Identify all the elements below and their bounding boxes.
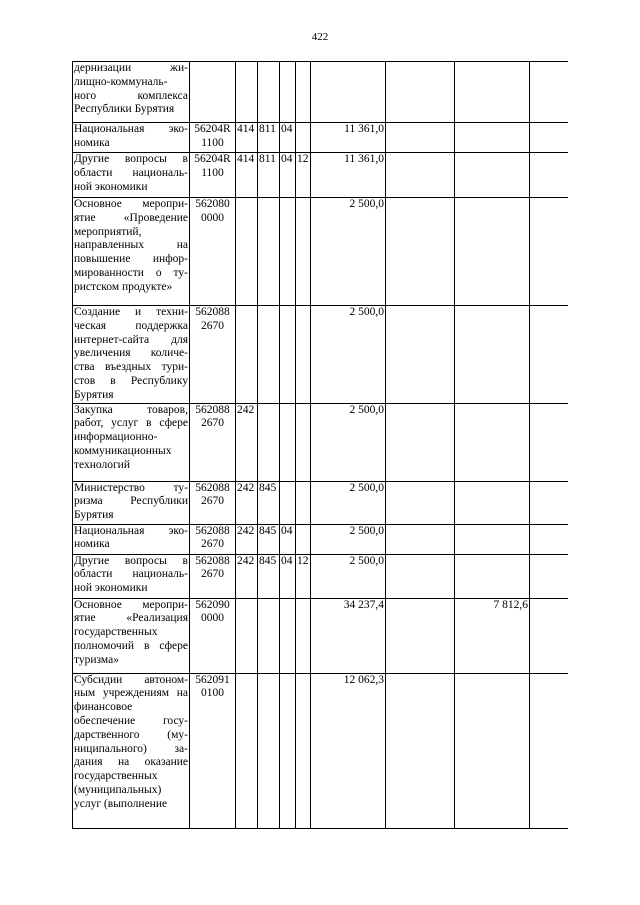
amount-column-3 — [455, 198, 530, 306]
budget-item-name: Другие вопросы в области националь-ной экономики — [73, 554, 190, 598]
section-code — [280, 673, 296, 828]
amount-total: 2 500,0 — [311, 198, 386, 306]
budget-item-name: Закупка товаров, работ, услуг в сфере информационно-коммуникационных технологий — [73, 403, 190, 481]
table-row — [73, 554, 568, 598]
target-article-code: 56204R 1100 — [190, 153, 236, 198]
budget-item-name: Основное меропри-ятие «Реализация государственных полномочий в сфере туризма» — [73, 598, 190, 673]
budget-item-name: Субсидии автоном-ным учреждениям на финансовое обеспечение госу-дарственного (му-ниципального) за-дания на оказание государственных (муниципальных) услуг (выполнение — [73, 673, 190, 828]
amount-column-4 — [530, 481, 568, 524]
amount-total: 2 500,0 — [311, 524, 386, 554]
section-code — [280, 598, 296, 673]
expense-type-code — [236, 62, 258, 123]
amount-total: 2 500,0 — [311, 554, 386, 598]
section-code — [280, 306, 296, 404]
amount-column-3 — [455, 481, 530, 524]
amount-column-2 — [386, 123, 455, 153]
subsection-code — [296, 198, 311, 306]
subsection-code: 12 — [296, 153, 311, 198]
administrator-code: 811 — [258, 153, 280, 198]
section-code: 04 — [280, 524, 296, 554]
administrator-code: 845 — [258, 554, 280, 598]
budget-item-name: Национальная эко-номика — [73, 524, 190, 554]
table-row — [73, 524, 568, 554]
target-article-code: 562088 2670 — [190, 554, 236, 598]
amount-column-3 — [455, 123, 530, 153]
amount-column-2 — [386, 524, 455, 554]
budget-item-name: Создание и техни-ческая поддержка интернет-сайта для увеличения количе-ства въездных тури-стов в Республику Бурятия — [73, 306, 190, 404]
expense-type-code: 414 — [236, 153, 258, 198]
budget-item-name: Министерство ту-ризма Республики Бурятия — [73, 481, 190, 524]
subsection-code — [296, 524, 311, 554]
section-code: 04 — [280, 123, 296, 153]
amount-column-3 — [455, 554, 530, 598]
table-row — [73, 198, 568, 306]
expense-type-code: 242 — [236, 554, 258, 598]
amount-column-3 — [455, 62, 530, 123]
budget-item-name: Основное меропри-ятие «Проведение мероприятий, направленных на повышение инфор-мированности о ту-ристском продукте» — [73, 198, 190, 306]
amount-column-2 — [386, 673, 455, 828]
amount-column-4 — [530, 524, 568, 554]
budget-item-name: Национальная эко-номика — [73, 123, 190, 153]
target-article-code: 562080 0000 — [190, 198, 236, 306]
amount-column-2 — [386, 481, 455, 524]
amount-column-4 — [530, 153, 568, 198]
administrator-code: 845 — [258, 481, 280, 524]
budget-table — [72, 61, 568, 829]
section-code — [280, 198, 296, 306]
amount-column-3 — [455, 153, 530, 198]
table-row — [73, 481, 568, 524]
table-row — [73, 598, 568, 673]
expense-type-code — [236, 673, 258, 828]
amount-column-4 — [530, 198, 568, 306]
amount-total — [311, 62, 386, 123]
table-row — [73, 403, 568, 481]
target-article-code: 562088 2670 — [190, 403, 236, 481]
amount-column-4 — [530, 62, 568, 123]
subsection-code — [296, 598, 311, 673]
administrator-code — [258, 403, 280, 481]
expense-type-code — [236, 198, 258, 306]
section-code: 04 — [280, 153, 296, 198]
amount-column-4 — [530, 554, 568, 598]
target-article-code — [190, 62, 236, 123]
table-row — [73, 123, 568, 153]
expense-type-code: 242 — [236, 481, 258, 524]
amount-total: 11 361,0 — [311, 153, 386, 198]
amount-column-2 — [386, 554, 455, 598]
subsection-code — [296, 62, 311, 123]
expense-type-code: 242 — [236, 403, 258, 481]
administrator-code: 811 — [258, 123, 280, 153]
amount-column-3: 7 812,6 — [455, 598, 530, 673]
amount-column-2 — [386, 403, 455, 481]
amount-column-2 — [386, 198, 455, 306]
amount-column-4 — [530, 403, 568, 481]
amount-column-4 — [530, 123, 568, 153]
administrator-code — [258, 306, 280, 404]
amount-column-2 — [386, 62, 455, 123]
amount-column-4 — [530, 598, 568, 673]
expense-type-code: 242 — [236, 524, 258, 554]
target-article-code: 562088 2670 — [190, 306, 236, 404]
amount-total: 2 500,0 — [311, 481, 386, 524]
table-row — [73, 673, 568, 828]
amount-column-4 — [530, 673, 568, 828]
amount-column-2 — [386, 153, 455, 198]
amount-column-2 — [386, 306, 455, 404]
administrator-code — [258, 673, 280, 828]
amount-column-3 — [455, 403, 530, 481]
subsection-code — [296, 481, 311, 524]
subsection-code — [296, 306, 311, 404]
amount-total: 34 237,4 — [311, 598, 386, 673]
administrator-code — [258, 62, 280, 123]
amount-column-4 — [530, 306, 568, 404]
subsection-code — [296, 403, 311, 481]
table-row — [73, 153, 568, 198]
table-row — [73, 306, 568, 404]
section-code — [280, 403, 296, 481]
section-code: 04 — [280, 554, 296, 598]
amount-column-3 — [455, 306, 530, 404]
page-number: 422 — [311, 31, 329, 43]
subsection-code — [296, 123, 311, 153]
target-article-code: 562090 0000 — [190, 598, 236, 673]
expense-type-code — [236, 598, 258, 673]
target-article-code: 562091 0100 — [190, 673, 236, 828]
amount-column-3 — [455, 524, 530, 554]
budget-item-name: дернизации жи-лищно-коммуналь-ного комплекса Республики Бурятия — [73, 62, 190, 123]
target-article-code: 562088 2670 — [190, 524, 236, 554]
administrator-code — [258, 198, 280, 306]
amount-column-2 — [386, 598, 455, 673]
section-code — [280, 62, 296, 123]
subsection-code: 12 — [296, 554, 311, 598]
section-code — [280, 481, 296, 524]
administrator-code — [258, 598, 280, 673]
target-article-code: 56204R 1100 — [190, 123, 236, 153]
target-article-code: 562088 2670 — [190, 481, 236, 524]
budget-item-name: Другие вопросы в области националь-ной экономики — [73, 153, 190, 198]
amount-total: 12 062,3 — [311, 673, 386, 828]
table-row — [73, 62, 568, 123]
expense-type-code — [236, 306, 258, 404]
amount-total: 11 361,0 — [311, 123, 386, 153]
expense-type-code: 414 — [236, 123, 258, 153]
amount-total: 2 500,0 — [311, 403, 386, 481]
subsection-code — [296, 673, 311, 828]
amount-total: 2 500,0 — [311, 306, 386, 404]
administrator-code: 845 — [258, 524, 280, 554]
amount-column-3 — [455, 673, 530, 828]
